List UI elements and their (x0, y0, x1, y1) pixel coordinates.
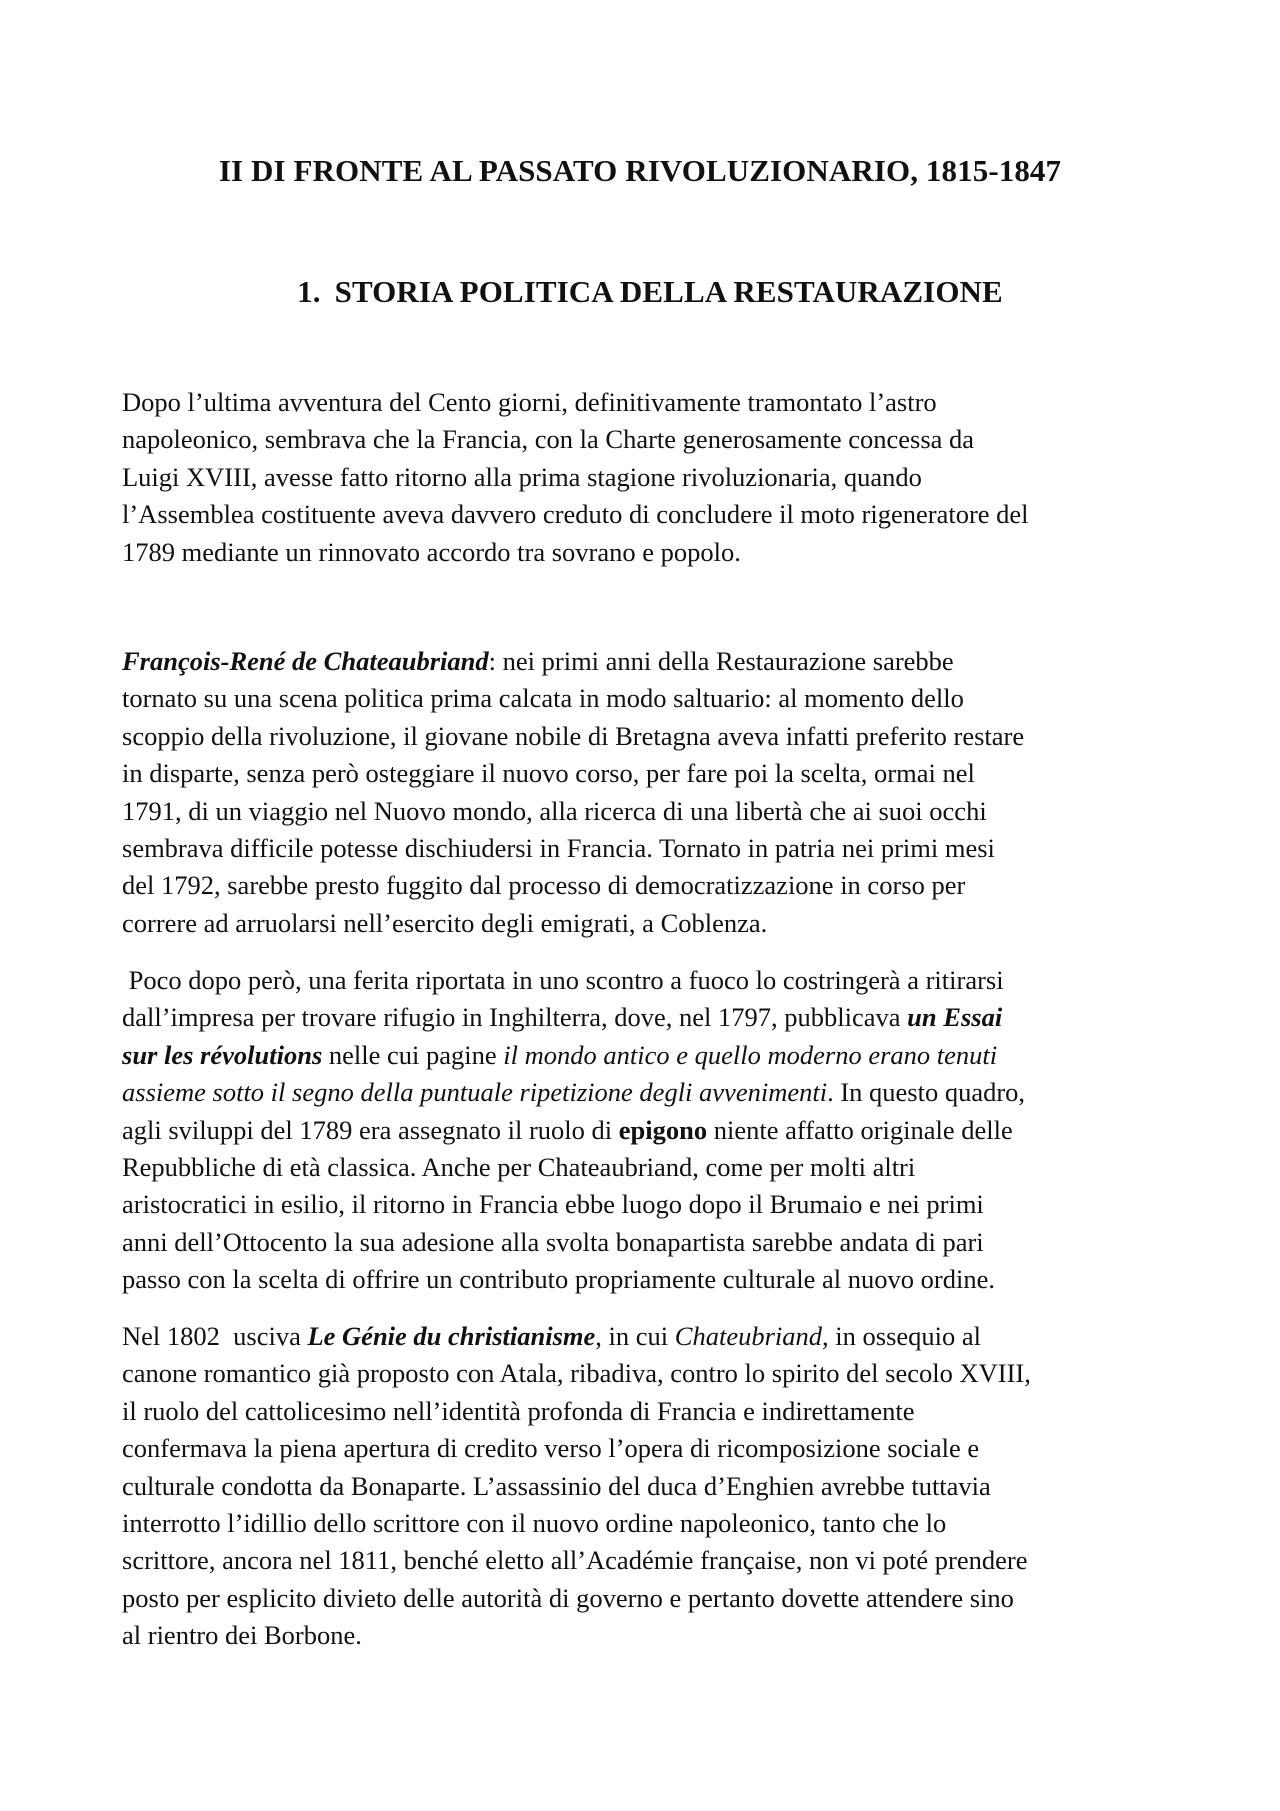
bold-term: epigono (618, 1114, 708, 1145)
book-title: sur les révolutions (122, 1039, 323, 1070)
paragraph-line: del 1792, sarebbe presto fuggito dal processo di democratizzazione in corso per (122, 870, 966, 901)
paragraph-line: 1791, di un viaggio nel Nuovo mondo, alla ricerca di una libertà che ai suoi occhi (122, 795, 987, 826)
paragraph-line: canone romantico già proposto con Atala, ribadiva, contro lo spirito del secolo XVIII, (122, 1358, 1031, 1389)
book-title: Le Génie du christianisme (307, 1321, 596, 1351)
paragraph-genie (122, 1318, 1162, 1655)
paragraph-line: scrittore, ancora nel 1811, benché eletto all’Académie française, non vi poté prendere (122, 1545, 1028, 1576)
paragraph-line: anni dell’Ottocento la sua adesione alla svolta bonapartista sarebbe andata di pari (122, 1226, 984, 1257)
paragraph-chateaubriand (122, 643, 1162, 942)
book-title: un Essai (907, 1002, 1003, 1033)
chapter-title: II DI FRONTE AL PASSATO RIVOLUZIONARIO, 1815-1847 (218, 153, 1062, 188)
paragraph-line: tornato su una scena politica prima calcata in modo saltuario: al momento dello (122, 683, 964, 714)
paragraph-line: correre ad arruolarsi nell’esercito degli emigrati, a Coblenza. (122, 907, 768, 938)
paragraph-line (122, 1318, 1162, 1355)
paragraph-line: sembrava difficile potesse dischiudersi in Francia. Tornato in patria nei primi mesi (122, 833, 995, 864)
paragraph-line: al rientro dei Borbone. (122, 1620, 362, 1651)
paragraph-intro (122, 384, 1162, 571)
paragraph-line: napoleonico, sembrava che la Francia, con la Charte generosamente concessa da (122, 424, 975, 455)
paragraph-line: posto per esplicito divieto delle autorità di governo e pertanto dovette attendere sino (122, 1582, 1014, 1613)
paragraph-line (122, 1074, 1162, 1111)
paragraph-line (122, 999, 1162, 1036)
text-run: agli sviluppi del 1789 era assegnato il ruolo di (122, 1114, 619, 1145)
paragraph-line (122, 1112, 1162, 1149)
text-run: nelle cui pagine (322, 1039, 504, 1070)
paragraph-line: l’Assemblea costituente aveva davvero creduto di concludere il moto rigeneratore del (122, 499, 1029, 530)
paragraph-line: Dopo l’ultima avventura del Cento giorni, definitivamente tramontato l’astro (122, 387, 937, 417)
paragraph-line: culturale condotta da Bonaparte. L’assassinio del duca d’Enghien avrebbe tuttavia (122, 1470, 991, 1501)
text-run: , in cui (595, 1321, 675, 1351)
paragraph-line: passo con la scelta di offrire un contributo propriamente culturale al nuovo ordine. (122, 1264, 995, 1295)
italic-run: Chateubriand (674, 1321, 823, 1351)
person-name: François-René de Chateaubriand (122, 646, 489, 676)
paragraph-line: interrotto l’idillio dello scrittore con il nuovo ordine napoleonico, tanto che lo (122, 1508, 947, 1539)
text-run: Nel 1802 usciva (122, 1321, 308, 1351)
paragraph-line: Repubbliche di età classica. Anche per Chateaubriand, come per molti altri (122, 1152, 916, 1183)
text-run: , in ossequio al (822, 1321, 982, 1351)
paragraph-essai (122, 962, 1162, 1299)
paragraph-line: Poco dopo però, una ferita riportata in uno scontro a fuoco lo costringerà a ritirarsi (122, 965, 1004, 995)
paragraph-line: il ruolo del cattolicesimo nell’identità profonda di Francia e indirettamente (122, 1395, 915, 1426)
paragraph-line: aristocratici in esilio, il ritorno in Francia ebbe luogo dopo il Brumaio e nei primi (122, 1189, 984, 1220)
section-heading (0, 274, 1280, 310)
paragraph-line (122, 643, 1162, 680)
paragraph-line: Luigi XVIII, avesse fatto ritorno alla prima stagione rivoluzionaria, quando (122, 461, 922, 492)
text-run: : nei primi anni della Restaurazione sarebbe (488, 646, 954, 676)
italic-run: assieme sotto il segno della puntuale ripetizione degli avvenimenti (122, 1077, 828, 1108)
text-run: niente affatto originale delle (707, 1114, 1013, 1145)
paragraph-line: 1789 mediante un rinnovato accordo tra sovrano e popolo. (122, 536, 741, 567)
text-run: dall’impresa per trovare rifugio in Inghilterra, dove, nel 1797, pubblicava (122, 1002, 908, 1033)
paragraph-line: confermava la piena apertura di credito verso l’opera di ricomposizione sociale e (122, 1433, 980, 1464)
paragraph-line: scoppio della rivoluzione, il giovane nobile di Bretagna aveva infatti preferito restare (122, 720, 1025, 751)
paragraph-line (122, 1037, 1162, 1074)
section-title: STORIA POLITICA DELLA RESTAURAZIONE (334, 274, 1003, 309)
section-number: 1. (297, 274, 321, 309)
text-run: . In questo quadro, (827, 1077, 1026, 1108)
paragraph-line: in disparte, senza però osteggiare il nuovo corso, per fare poi la scelta, ormai nel (122, 758, 975, 789)
italic-run: il mondo antico e quello moderno erano tenuti (503, 1039, 998, 1070)
